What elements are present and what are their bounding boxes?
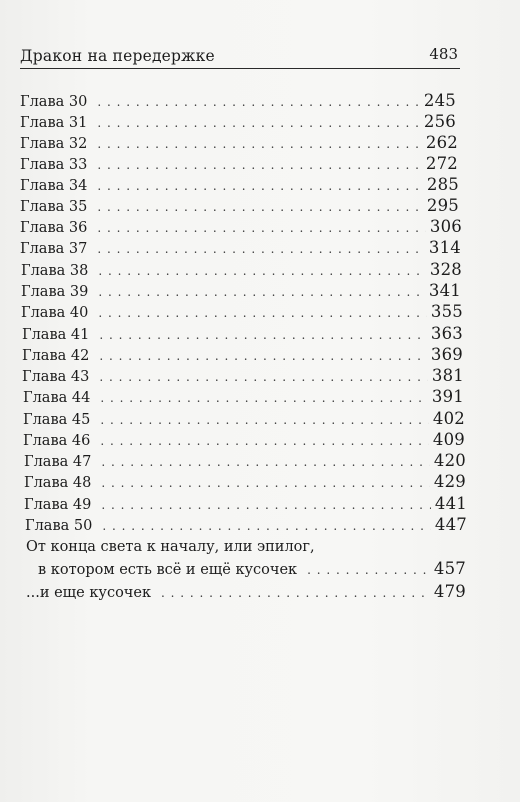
toc-entry-page: 402 [432, 409, 465, 428]
toc-entry[interactable] [22, 325, 463, 344]
toc-entry-page: 363 [430, 324, 463, 343]
toc-entry-label: Глава 30 [20, 94, 88, 110]
toc-entry[interactable] [22, 367, 464, 386]
toc-entry-page: 245 [423, 91, 456, 110]
toc-entry[interactable] [23, 410, 465, 429]
toc-entry-page: 295 [426, 196, 459, 215]
toc-entry-page: 391 [431, 387, 464, 406]
toc-entry-extra[interactable] [26, 583, 466, 602]
toc-entry[interactable] [21, 261, 462, 280]
extra-page: 479 [433, 582, 466, 601]
toc-entry[interactable] [24, 495, 467, 514]
toc-entry[interactable] [21, 303, 463, 322]
toc-leader-dots [161, 584, 430, 602]
epilogue-title-line2: в котором есть всё и ещё кусочек [38, 562, 298, 578]
toc-leader-dots [97, 219, 426, 237]
toc-entry-page: 272 [425, 154, 458, 173]
toc-leader-dots [97, 156, 422, 174]
toc-entry[interactable] [20, 218, 462, 237]
toc-entry-epilogue[interactable] [38, 560, 466, 579]
toc-entry-label: Глава 50 [25, 518, 93, 534]
toc-entry-label: Глава 47 [24, 454, 92, 470]
toc-leader-dots [101, 453, 430, 471]
toc-entry-page: 355 [430, 302, 463, 321]
page-number: 483 [429, 45, 458, 63]
toc-entry-label: Глава 36 [20, 220, 88, 236]
toc-leader-dots [100, 411, 429, 429]
toc-entry-page: 314 [428, 238, 461, 257]
toc-leader-dots [97, 240, 425, 258]
toc-entry-page: 328 [429, 260, 462, 279]
toc-leader-dots [97, 177, 423, 195]
toc-leader-dots [98, 283, 425, 301]
toc-leader-dots [307, 561, 430, 579]
extra-label: ...и еще кусочек [26, 585, 152, 601]
book-title: Дракон на передержке [20, 47, 215, 65]
toc-leader-dots [97, 135, 422, 153]
toc-entry-page: 381 [431, 366, 464, 385]
toc-leader-dots [97, 114, 420, 132]
toc-leader-dots [97, 93, 420, 111]
toc-leader-dots [98, 262, 426, 280]
toc-entry-label: Глава 34 [20, 178, 88, 194]
toc-leader-dots [101, 496, 431, 514]
toc-entry-page: 420 [433, 451, 466, 470]
toc-entry-label: Глава 43 [22, 369, 90, 385]
toc-entry-label: Глава 33 [20, 157, 88, 173]
toc-entry-label: Глава 37 [20, 241, 88, 257]
toc-entry[interactable] [22, 346, 463, 365]
toc-leader-dots [101, 474, 430, 492]
toc-entry-label: Глава 46 [23, 433, 91, 449]
toc-entry-label: Глава 40 [21, 305, 89, 321]
toc-entry-label: Глава 44 [23, 390, 91, 406]
toc-entry[interactable] [20, 197, 459, 216]
toc-entry[interactable] [20, 113, 456, 132]
toc-entry-label: Глава 49 [24, 497, 92, 513]
toc-entry[interactable] [20, 155, 458, 174]
toc-entry-label: Глава 45 [23, 412, 91, 428]
toc-entry-page: 306 [429, 217, 462, 236]
toc-leader-dots [99, 368, 428, 386]
toc-entry-page: 447 [434, 515, 467, 534]
epilogue-page: 457 [433, 559, 466, 578]
toc-entry-page: 409 [432, 430, 465, 449]
toc-entry-page: 441 [434, 494, 467, 513]
toc-entry-page: 285 [426, 175, 459, 194]
toc-entry[interactable] [24, 452, 466, 471]
toc-leader-dots [100, 389, 428, 407]
toc-leader-dots [99, 326, 427, 344]
toc-entry[interactable] [20, 176, 459, 195]
toc-leader-dots [100, 432, 429, 450]
toc-entry-label: Глава 39 [21, 284, 89, 300]
toc-entry[interactable] [20, 134, 458, 153]
toc-entry-label: Глава 38 [21, 263, 89, 279]
toc-entry-page: 341 [428, 281, 461, 300]
toc-entry[interactable] [23, 388, 464, 407]
toc-entry-label: Глава 32 [20, 136, 88, 152]
toc-leader-dots [102, 517, 431, 535]
toc-entry[interactable] [20, 92, 456, 111]
toc-entry-label: Глава 41 [22, 327, 90, 343]
toc-entry-label: Глава 35 [20, 199, 88, 215]
toc-entry-label: Глава 42 [22, 348, 90, 364]
toc-entry[interactable] [24, 473, 466, 492]
toc-entry[interactable] [20, 239, 461, 258]
toc-entry-label: Глава 31 [20, 115, 88, 131]
toc-leader-dots [99, 347, 427, 365]
toc-entry-page: 369 [430, 345, 463, 364]
toc-entry-label: Глава 48 [24, 475, 92, 491]
toc-leader-dots [97, 198, 423, 216]
toc-entry[interactable] [21, 282, 461, 301]
toc-entry-page: 262 [425, 133, 458, 152]
toc-leader-dots [98, 304, 427, 322]
toc-entry-page: 429 [433, 472, 466, 491]
toc-entry-page: 256 [423, 112, 456, 131]
epilogue-title-line1[interactable]: От конца света к началу, или эпилог, [26, 539, 315, 555]
toc-entry[interactable] [25, 516, 467, 535]
toc-entry[interactable] [23, 431, 465, 450]
